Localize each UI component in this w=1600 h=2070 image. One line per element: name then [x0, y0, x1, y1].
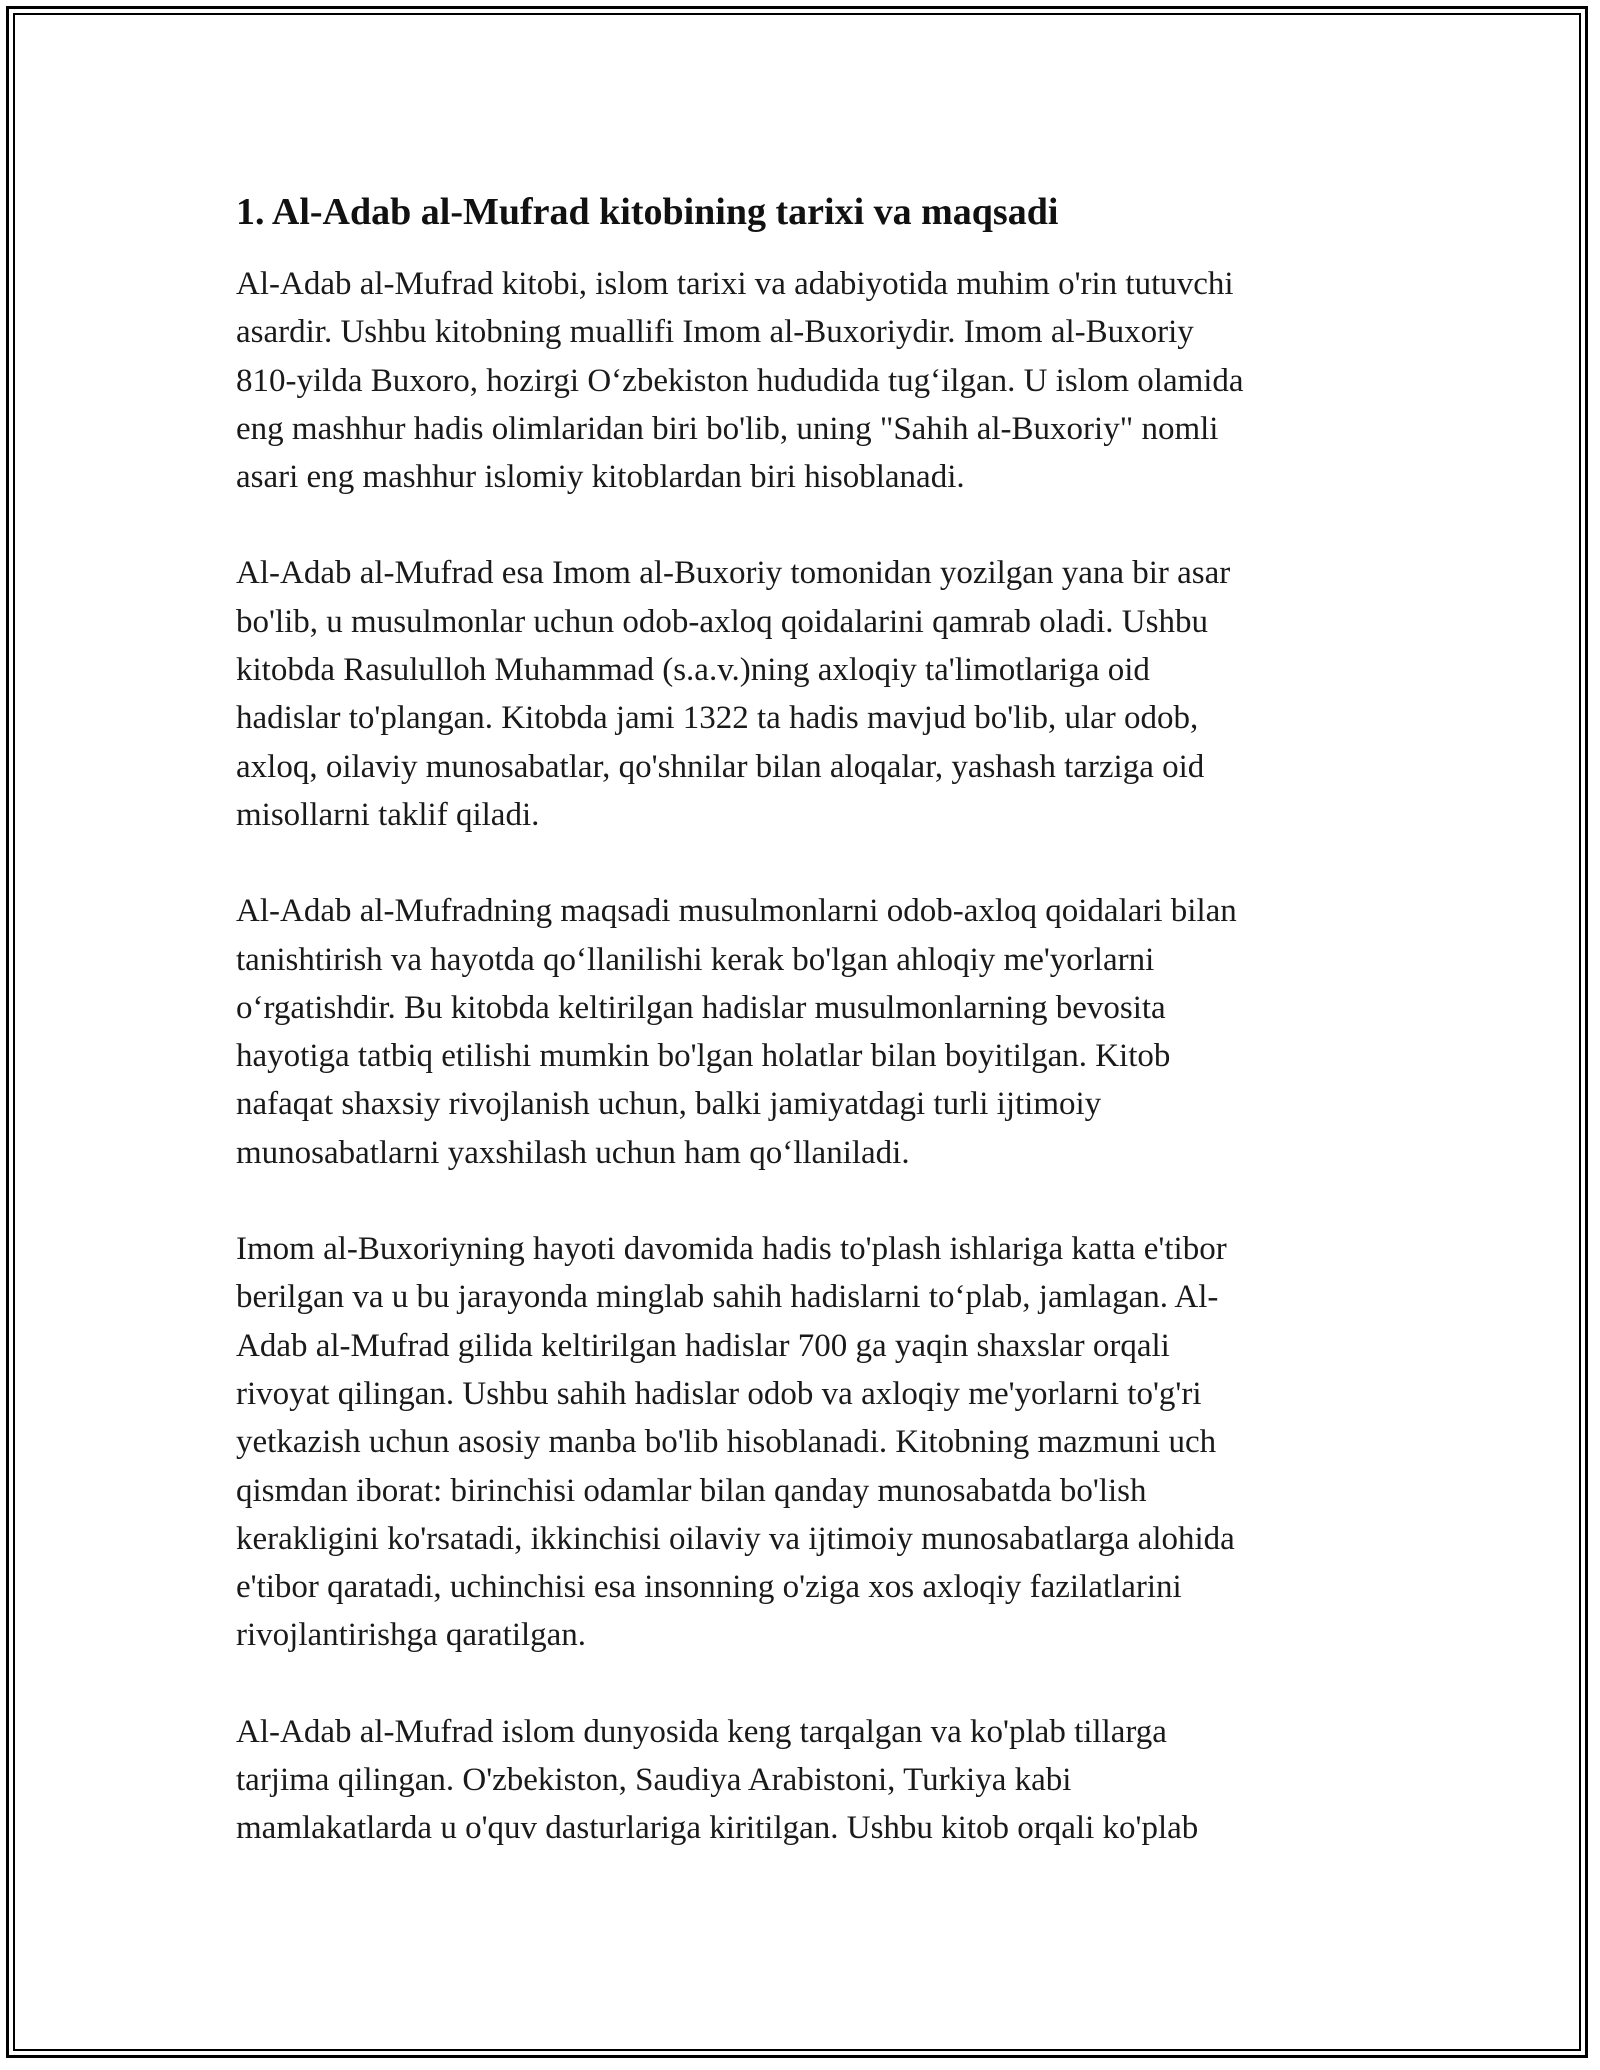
paragraph-5: Al-Adab al-Mufrad islom dunyosida keng tarqalgan va ko'plab tillarga tarjima qilingan. O'zbekiston, Saudiya Arabistoni, Turkiya kabi mamlakatlarda u o'quv dasturlariga kiritilgan. Ushbu kitob orqali ko'plab — [236, 1713, 1199, 1847]
paragraph-3: Al-Adab al-Mufradning maqsadi musulmonlarni odob-axloq qoidalari bilan tanishtirish va hayotda qo‘llanilishi kerak bo'lgan ahloqiy me'yorlarni o‘rgatishdir. Bu kitobda keltirilgan hadislar musulmonlarning bevosita hayotiga tatbiq etilishi mumkin bo'lgan holatlar bilan boyitilgan. Kitob nafaqat shaxsiy rivojlanish uchun, balki jamiyatdagi turli ijtimoiy munosabatlarni yaxshilash uchun ham qo‘llaniladi. — [236, 893, 1237, 1171]
paragraph-4: Imom al-Buxoriyning hayoti davomida hadis to'plash ishlariga katta e'tibor berilgan va u bu jarayonda minglab sahih hadislarni to‘plab, jamlagan. Al- Adab al-Mufrad gilida keltirilgan hadislar 700 ga yaqin shaxslar orqali rivoyat qilingan. Ushbu sahih hadislar odob va axloqiy me'yorlarni to'g'ri yetkazish uchun asosiy manba bo'lib hisoblanadi. Kitobning mazmuni uch qismdan iborat: birinchisi odamlar bilan qanday munosabatda bo'lish kerakligini ko'rsatadi, ikkinchisi oilaviy va ijtimoiy munosabatlarga alohida e'tibor qaratadi, uchinchisi esa insonning o'ziga xos axloqiy fazilatlarini rivojlantirishga qaratilgan. — [236, 1231, 1235, 1654]
document-body — [236, 186, 1370, 1901]
paragraph-2: Al-Adab al-Mufrad esa Imom al-Buxoriy tomonidan yozilgan yana bir asar bo'lib, u musulmonlar uchun odob-axloq qoidalarini qamrab oladi. Ushbu kitobda Rasululloh Muhammad (s.a.v.)ning axloqiy ta'limotlariga oid hadislar to'plangan. Kitobda jami 1322 ta hadis mavjud bo'lib, ular odob, axloq, oilaviy munosabatlar, qo'shnilar bilan aloqalar, yashash tarziga oid misollarni taklif qiladi. — [236, 555, 1231, 833]
section-heading: 1. Al-Adab al-Mufrad kitobining tarixi va maqsadi — [236, 191, 1059, 233]
paragraph-1: Al-Adab al-Mufrad kitobi, islom tarixi va adabiyotida muhim o'rin tutuvchi asardir. Ushbu kitobning muallifi Imom al-Buxoriydir. Imom al-Buxoriy 810-yilda Buxoro, hozirgi O‘zbekiston hududida tug‘ilgan. U islom olamida eng mashhur hadis olimlaridan biri bo'lib, uning "Sahih al-Buxoriy" nomli asari eng mashhur islomiy kitoblardan biri hisoblanadi. — [236, 266, 1244, 496]
